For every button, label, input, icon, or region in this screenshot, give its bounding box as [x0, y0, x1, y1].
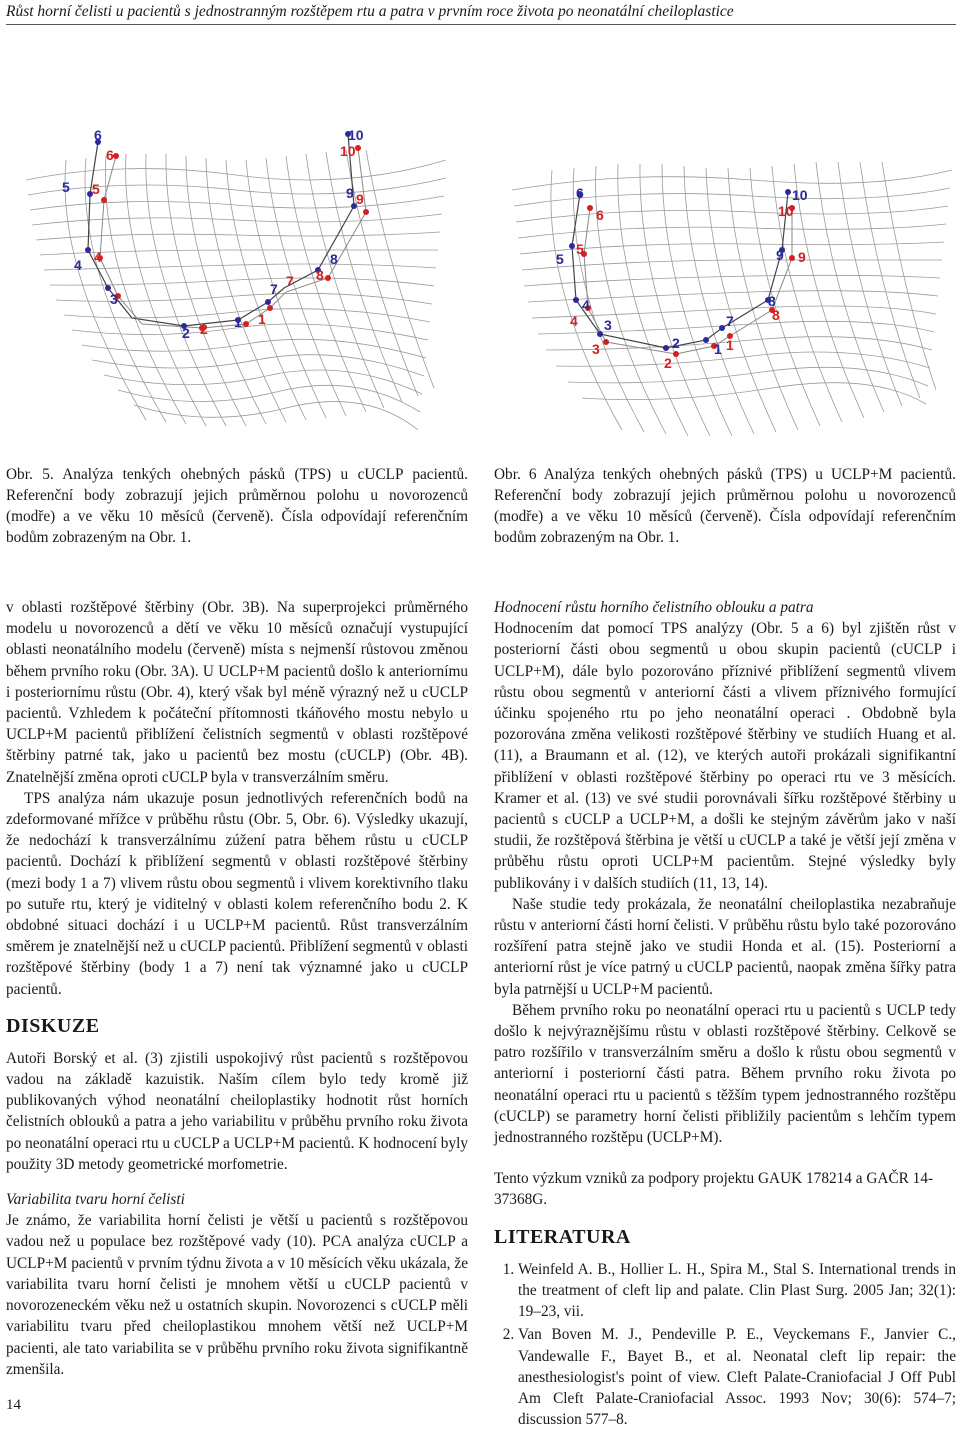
point-label: 10: [348, 127, 364, 143]
paragraph: Během prvního roku po neonatální operaci rtu u pacientů s UCLP tedy došlo k nejvýraznějšímu růstu v oblasti rozštěpové štěrbiny. Celkově se patro rozšířilo v transverzálním směru a došlo k růstu obou segmentů v anteriorní i posteriorní části patra. Během prvního roku života po neonatální operaci rtu u pacientů s těžším typem jednostranného rozštěpu (cUCLP) se parametry horní čelisti přibližily pacientům s lehčím typem jednostranného rozštěpu (UCLP+M).: [494, 1001, 956, 1147]
point-label: 1: [234, 314, 242, 330]
point-label: 8: [316, 267, 324, 283]
point-label: 6: [106, 147, 114, 163]
section-heading-references: LITERATURA: [494, 1225, 631, 1248]
point-label: 9: [798, 249, 806, 265]
paragraph: Hodnocením dat pomocí TPS analýzy (Obr. 5 a 6) byl zjištěn růst v posteriorní části obou segmentů u obou skupin pacientů (cUCLP i UCLP+M), dále bylo pozorováno příznivé přiblížení segmentů vlivem růstu obou segmentů v anteriorní části a vlivem příznivého formující účinku spojeného rtu po jeho neonatální operaci . Obdobně byla pozorována změna velikosti rozštěpové štěrbiny ve studiích Huang et al. (11), a Braumann et al. (12), ve kterých autoři prokázali signifikantní přiblížení v oblasti rozštěpové štěrbiny po operaci rtu ve 3 měsících. Kramer et al. (13) ve své studii porovnávali šířku rozštěpové štěrbiny u pacientů s cUCLP a UCLP+M, a došli ke stejným závěrům jako v naší studii, že rozštěpová štěrbina je větší u cUCLP a také je větší její změna v průběhu růstu oproti UCLP+M pacientům. Stejné výsledky byly publikovány i v dalších studiích (11, 13, 14).: [494, 620, 956, 892]
funding-note: Tento výzkum vzniků za podpory projektu GAUK 178214 a GAČR 14-37368G.: [494, 1170, 934, 1209]
point-label: 2: [672, 335, 680, 351]
point-label: 4: [74, 257, 82, 273]
reference-list: [494, 1259, 956, 1431]
point-label: 4: [94, 249, 102, 265]
subheading-growth: Hodnocení růstu horního čelistního oblouku a patra: [494, 599, 814, 616]
point-label: 7: [726, 313, 734, 329]
paragraph: Autoři Borský et al. (3) zjistili uspokojivý růst pacientů s rozštěpovou vadou na základě kazuistik. Naším cílem bylo tedy kromě již publikovaných výhod neonatální cheiloplastiky hodnotit růst horních čelistních oblouků a patra a jeho variabilitu v průběhu prvního roku života po neonatální operaci rtu u cUCLP a UCLP+M pacientů. K hodnocení byly použity 3D metody geometrické morfometrie.: [6, 1049, 468, 1173]
right-column: [494, 597, 956, 1432]
point-label: 3: [592, 341, 600, 357]
figure-6: [492, 150, 956, 455]
page-number: 14: [6, 1397, 21, 1413]
figure-5-caption: Obr. 5. Analýza tenkých ohebných pásků (TPS) u cUCLP pacientů. Referenční body zobrazují jejich průměrnou polohu u novorozenců (modře) a ve věku 10 měsíců (červeně). Čísla odpovídají referenčním bodům zobrazeným na Obr. 1.: [6, 466, 468, 546]
point-label: 7: [286, 273, 294, 289]
paragraph: Je známo, že variabilita horní čelisti je větší u pacientů s rozštěpovou vadou než u populace bez rozštěpové vady (10). PCA analýza cUCLP a UCLP+M pacientů v prvním týdnu života a v 10 měsících věku ukázala, že variabilita tvaru horní čelisti je mnohem větší u cUCLP pacientů v novorozeneckém věku než u ostatních skupin. Novorozenci s cUCLP měli variabilitu tvaru před cheiloplastikou mnohem větší než UCLP+M pacienti, ale tato variabilita se v průběhu prvního roku života signifikantně zmenšila.: [6, 1212, 468, 1378]
point-label: 10: [792, 187, 808, 203]
point-label: 2: [200, 321, 208, 337]
header-rule: [6, 24, 956, 25]
point-label: 6: [576, 185, 584, 201]
paragraph: Naše studie tedy prokázala, že neonatální cheiloplastika nezabraňuje růstu v anteriorní části horní čelisti. V průběhu růstu bylo také pozorováno rozšíření patra stejně jako ve studii Honda et al. (15). Posteriorní a anteriorní růst je více patrný u cUCLP pacientů, naopak změna šířky patra byla patrnější u UCLP+M pacientů.: [494, 895, 956, 998]
point-label: 8: [772, 307, 780, 323]
point-label: 6: [596, 207, 604, 223]
reference-item: 1. Weinfeld A. B., Hollier L. H., Spira M., Stal S. International trends in the treatment of cleft lip and palate. Clin Plast Surg. 2005 Jan; 32(1): 19–23, vii.: [518, 1259, 956, 1323]
point-label: 8: [330, 251, 338, 267]
figure-6-tps-plot: [492, 150, 956, 455]
reference-item: 2. Van Boven M. J., Pendeville P. E., Veyckemans F., Janvier C., Vandewalle F., Bayet B., et al. Neonatal cleft lip repair: the anesthesiologist's point of view. Cleft Palate-Craniofacial J Off Publ Am Cleft Palate-Craniofacial Assoc. 1993 Nov; 30(6): 574–7; discussion 577–8.: [518, 1324, 956, 1430]
point-label: 4: [582, 297, 590, 313]
point-label: 4: [570, 313, 578, 329]
point-label: 10: [340, 143, 356, 159]
paragraph: v oblasti rozštěpové štěrbiny (Obr. 3B). Na superprojekci průměrného modelu u novorozenců a dětí ve věku 10 měsíců označují vystupující oblasti neonatálního modelu (červeně) místa s nejmenší růstovou změnou během prvního roku (Obr. 3A). U UCLP+M pacientů došlo k anteriornímu i posteriornímu růstu (Obr. 4), který však byl méně výrazný než u cUCLP pacientů. Vzhledem k počáteční přítomnosti tkáňového mostu nebylo u UCLP+M pacientů přiblížení čelistních segmentů v oblasti rozštěpové štěrbiny patrné tak, jako u pacientů bez mostu (cUCLP) (Obr. 4B). Znatelnější změna oproti cUCLP byla v transverzálním směru.: [6, 599, 468, 786]
point-label: 6: [94, 127, 102, 143]
point-label: 9: [346, 185, 354, 201]
point-label: 3: [604, 317, 612, 333]
point-label: 3: [110, 291, 118, 307]
section-heading-discussion: DISKUZE: [6, 1014, 100, 1037]
subheading-variability: Variabilita tvaru horní čelisti: [6, 1191, 185, 1209]
point-label: 10: [778, 203, 794, 219]
point-label: 5: [576, 241, 584, 257]
point-label: 9: [356, 191, 364, 207]
point-label: 5: [92, 181, 100, 197]
point-label: 1: [714, 341, 722, 357]
point-label: 1: [726, 337, 734, 353]
point-label: 9: [776, 247, 784, 263]
point-label: 5: [62, 179, 70, 195]
point-label: 8: [768, 293, 776, 309]
point-label: 5: [556, 251, 564, 267]
running-header: Růst horní čelisti u pacientů s jednostranným rozštěpem rtu a patra v prvním roce života po neonatální cheiloplastice: [6, 3, 734, 20]
paragraph: TPS analýza nám ukazuje posun jednotlivých referenčních bodů na zdeformované mřížce v průběhu růstu (Obr. 5, Obr. 6). Výsledky ukazují, že nedochází k transverzálnímu zúžení patra během růstu u cUCLP pacientů. Dochází k přiblížení segmentů v oblasti rozštěpové štěrbiny (mezi body 1 a 7) vlivem růstu obou segmentů i vlivem korektivního tlaku po sutuře rtu, který je viditelný v oblasti kolem referenčního bodu 2. K obdobné situaci dochází i u UCLP+M pacientů. Růst transverzálním směrem je znatelnější než u cUCLP pacientů. Přiblížení segmentů v oblasti rozštěpové štěrbiny (body 1 a 7) není tak významné jako u cUCLP pacientů.: [6, 789, 468, 998]
figure-6-caption: Obr. 6 Analýza tenkých ohebných pásků (TPS) u UCLP+M pacientů. Referenční body zobrazují jejich průměrnou polohu u novorozenců (modře) a ve věku 10 měsíců (červeně). Čísla odpovídají referenčním bodům zobrazeným na Obr. 1.: [494, 466, 956, 546]
left-column: [6, 597, 468, 1380]
ten-month-arch-line: [584, 208, 792, 354]
point-label: 1: [258, 311, 266, 327]
point-label: 7: [270, 281, 278, 297]
point-label: 2: [664, 355, 672, 371]
figure-5-tps-plot: [6, 120, 466, 455]
figure-5: [6, 120, 466, 455]
point-label: 2: [182, 325, 190, 341]
